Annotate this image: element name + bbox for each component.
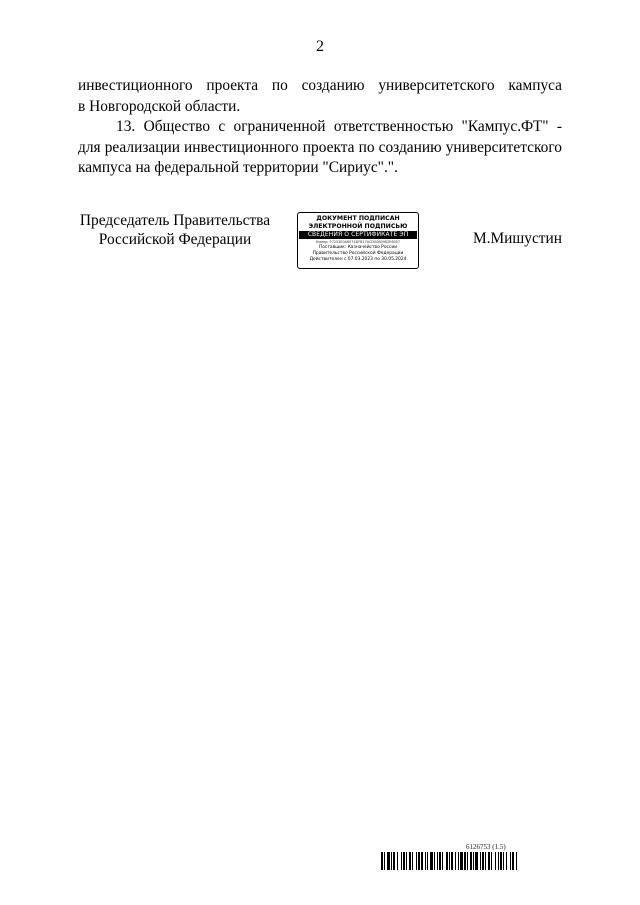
stamp-validity: Действителен с 07.03.2023 по 30.05.2024 xyxy=(309,256,407,262)
page-number: 2 xyxy=(316,38,324,55)
barcode-label: 6126753 (1.5) xyxy=(466,843,506,851)
body-line: инвестиционного проекта по созданию университетского кампуса xyxy=(78,77,562,94)
stamp-owner: Правительство Российской Федерации xyxy=(312,250,404,256)
electronic-signature-stamp xyxy=(297,212,419,269)
signer-name: М.Мишустин xyxy=(472,230,562,247)
barcode-icon xyxy=(381,852,589,870)
document-body xyxy=(78,76,562,179)
signer-title-line1: Председатель Правительства xyxy=(79,212,271,229)
body-line: кампуса на федеральной территории "Сириус".". xyxy=(78,159,398,176)
body-line: для реализации инвестиционного проекта по созданию университетского xyxy=(78,138,562,156)
signer-title-line2: Российской Федерации xyxy=(98,231,252,248)
stamp-issuer: Поставщик: Казначейство России xyxy=(318,244,398,250)
body-line-item-13: 13. Общество с ограниченной ответственностью "Кампус.ФТ" - xyxy=(116,118,562,135)
stamp-header-2: ЭЛЕКТРОННОЙ ПОДПИСЬЮ xyxy=(308,222,408,230)
stamp-certificate-bar: СВЕДЕНИЯ О СЕРТИФИКАТЕ ЭП xyxy=(299,231,417,239)
body-line: в Новгородской области. xyxy=(78,97,241,115)
stamp-header-1: ДОКУМЕНТ ПОДПИСАН xyxy=(316,215,400,222)
signer-title xyxy=(70,211,280,249)
stamp-certificate-number: Номер: 57253E0A6074DFB17ACD00B0982E6057 xyxy=(315,239,401,244)
